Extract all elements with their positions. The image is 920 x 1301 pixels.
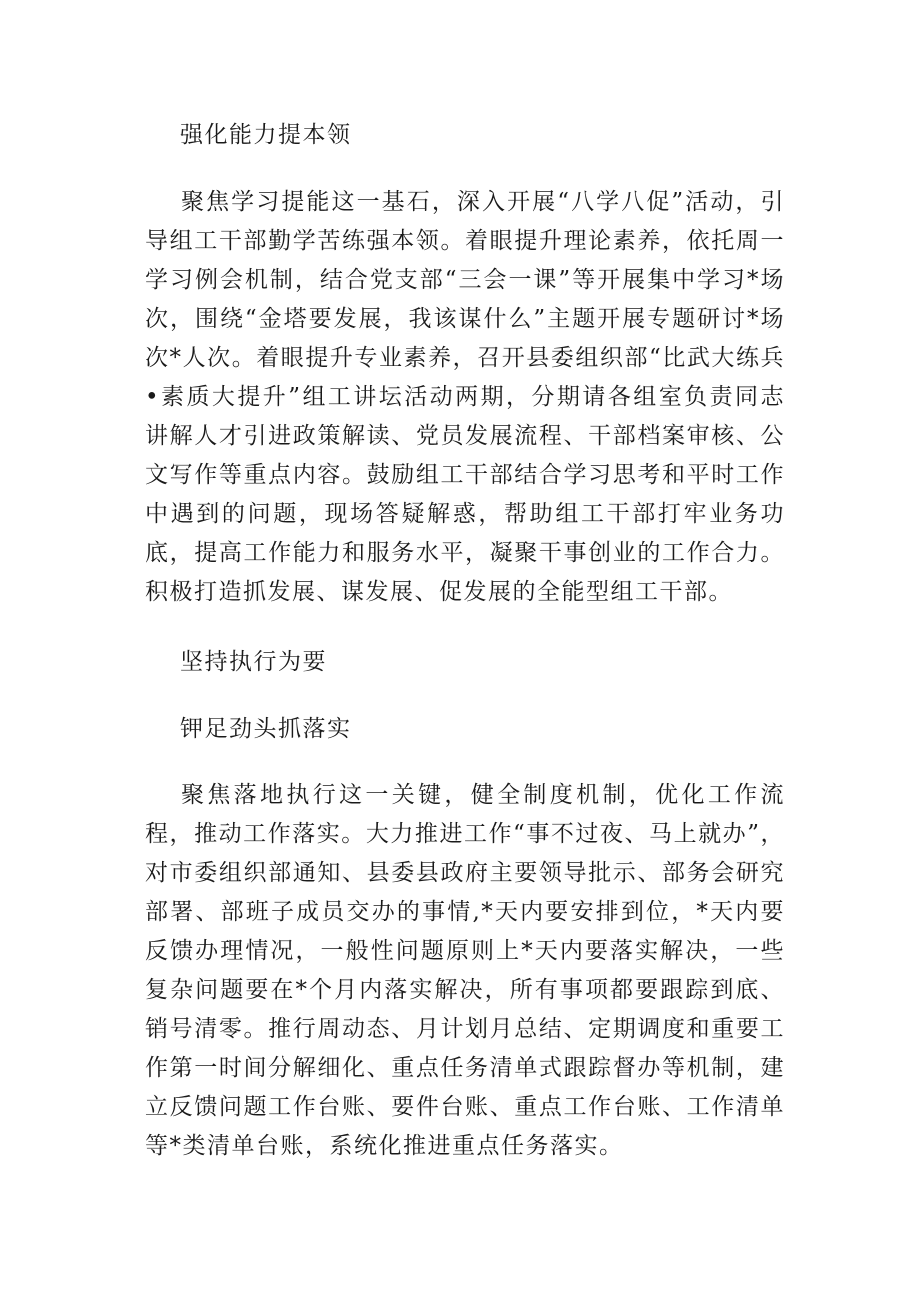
section-heading-execution: 坚持执行为要 [180, 649, 327, 675]
paragraph-implementation: 聚焦落地执行这一关键，健全制度机制，优化工作流程，推动工作落实。大力推进工作“事不过夜、马上就办”，对市委组织部通知、县委县政府主要领导批示、部务会研究部署、部班子成员交办的事情,*天内要安排到位，*天内要反馈办理情况，一般性问题原则上*天内要落实解决，一些复杂问题要在*个月内落实解决，所有事项都要跟踪到底、销号清零。推行周动态、月计划月总结、定期调度和重要工作第一时间分解细化、重点任务清单式跟踪督办等机制，建立反馈问题工作台账、要件台账、重点工作台账、工作清单等*类清单台账，系统化推进重点任务落实。 [145, 782, 785, 1159]
section-heading-strengthen-ability: 强化能力提本领 [180, 122, 352, 148]
paragraph-study-capability: 聚焦学习提能这一基石，深入开展“八学八促”活动，引导组工干部勤学苦练强本领。着眼提升理论素养，依托周一学习例会机制，结合党支部“三会一课”等开展集中学习*场次，围绕“金塔要发展，我该谋什么”主题开展专题研讨*场次*人次。着眼提升专业素养，召开县委组织部“比武大练兵•素质大提升”组工讲坛活动两期，分期请各组室负责同志讲解人才引进政策解读、党员发展流程、干部档案审核、公文写作等重点内容。鼓励组工干部结合学习思考和平时工作中遇到的问题，现场答疑解惑，帮助组工干部打牢业务功底，提高工作能力和服务水平，凝聚干事创业的工作合力。积极打造抓发展、谋发展、促发展的全能型组工干部。 [145, 189, 785, 605]
section-heading-implementation: 钾足劲头抓落实 [180, 716, 352, 742]
